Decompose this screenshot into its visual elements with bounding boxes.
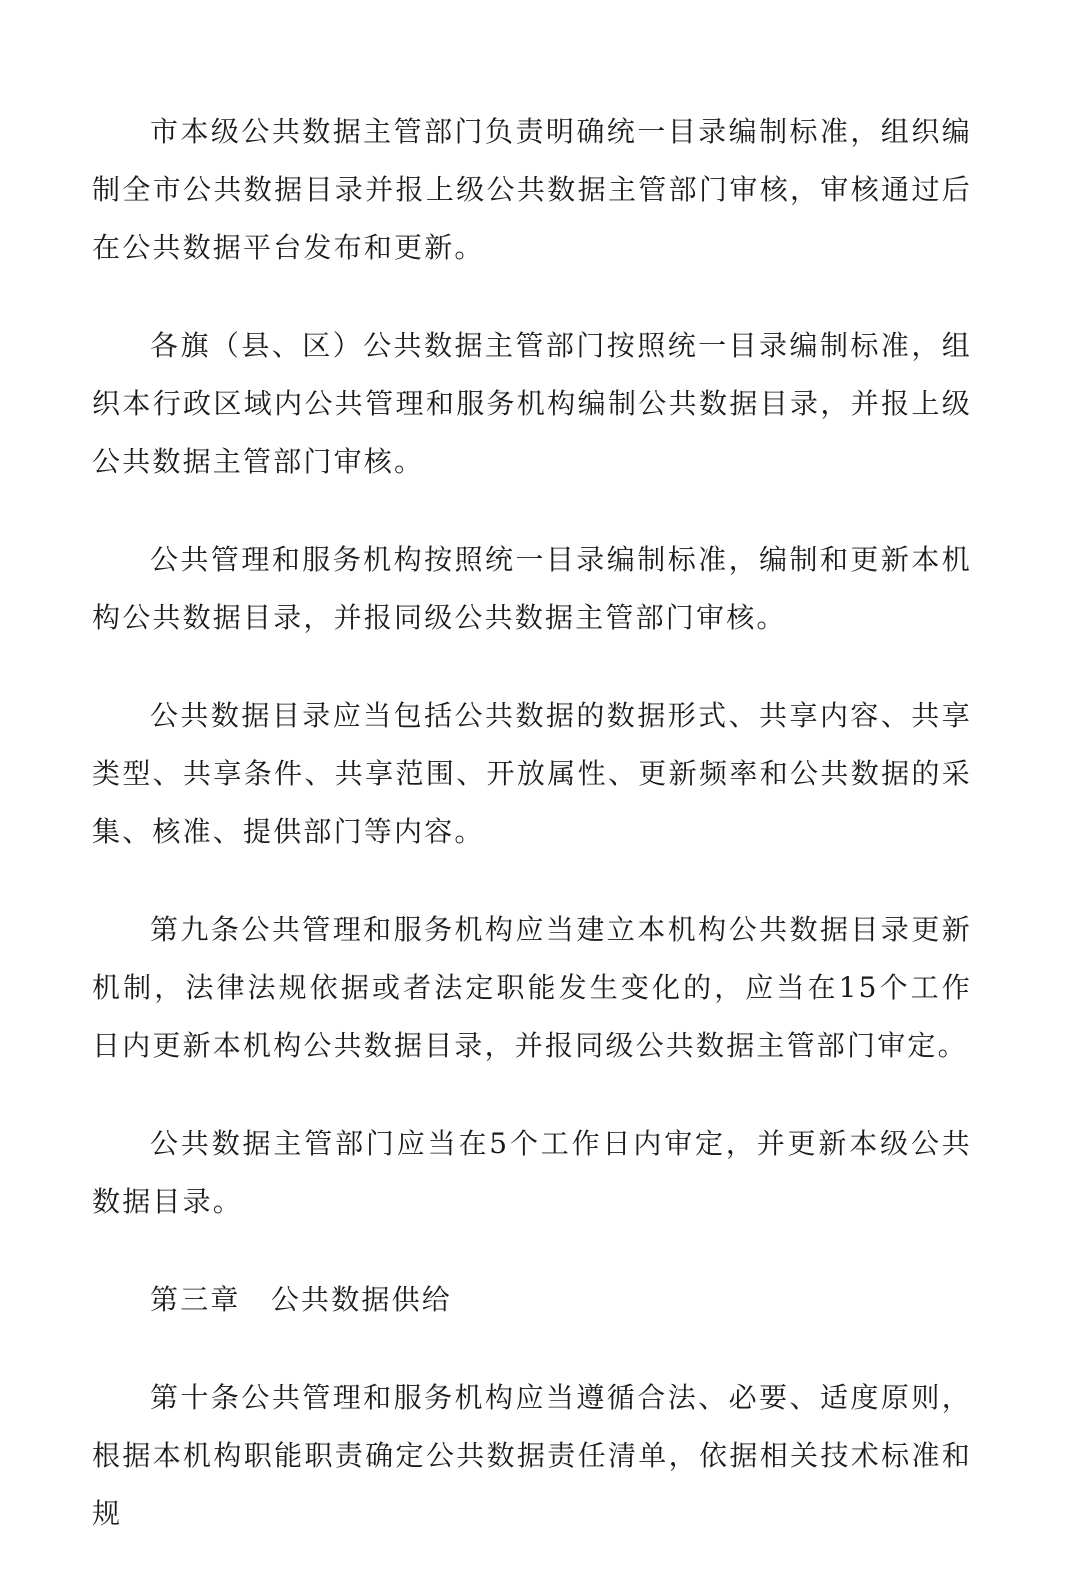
paragraph-catalog-county: 各旗（县、区）公共数据主管部门按照统一目录编制标准，组织本行政区域内公共管理和服务机构编制公共数据目录，并报上级公共数据主管部门审核。 xyxy=(92,329,972,478)
paragraph-catalog-contents: 公共数据目录应当包括公共数据的数据形式、共享内容、共享类型、共享条件、共享范围、开放属性、更新频率和公共数据的采集、核准、提供部门等内容。 xyxy=(92,699,972,848)
paragraph-catalog-city: 市本级公共数据主管部门负责明确统一目录编制标准，组织编制全市公共数据目录并报上级公共数据主管部门审核，审核通过后在公共数据平台发布和更新。 xyxy=(92,115,972,264)
paragraph-article-10: 第十条公共管理和服务机构应当遵循合法、必要、适度原则，根据本机构职能职责确定公共数据责任清单，依据相关技术标准和规 xyxy=(92,1381,972,1530)
paragraph-review-deadline: 公共数据主管部门应当在5个工作日内审定，并更新本级公共数据目录。 xyxy=(92,1127,972,1218)
paragraph-article-9: 第九条公共管理和服务机构应当建立本机构公共数据目录更新机制，法律法规依据或者法定职能发生变化的，应当在15个工作日内更新本机构公共数据目录，并报同级公共数据主管部门审定。 xyxy=(92,913,972,1062)
paragraph-catalog-agencies: 公共管理和服务机构按照统一目录编制标准，编制和更新本机构公共数据目录，并报同级公共数据主管部门审核。 xyxy=(92,543,972,634)
chapter-heading: 第三章 公共数据供给 xyxy=(150,1283,453,1316)
document-body xyxy=(92,103,972,1583)
